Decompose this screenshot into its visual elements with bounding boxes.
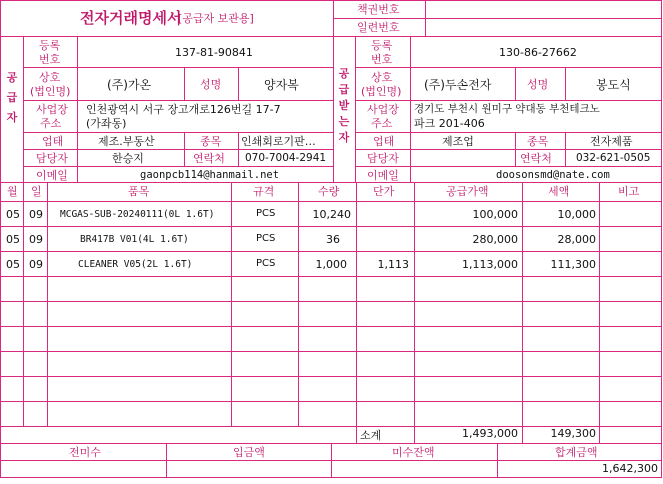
table-row-cell-day: 09	[29, 258, 43, 271]
supplier-side-label: 공급자	[6, 71, 18, 124]
table-row-cell-qty: 10,240	[312, 208, 351, 221]
book-no-label: 책권번호	[357, 3, 400, 16]
col-item: 품목	[128, 185, 150, 198]
receiver-biz-type: 제조업	[442, 135, 474, 148]
receiver-email: doosonsmd@nate.com	[496, 169, 610, 181]
supplier-addr-label-2: 주소	[40, 117, 62, 130]
deposit-label: 입금액	[233, 446, 265, 459]
supplier-rep-label: 성명	[200, 78, 222, 91]
receiver-name: (주)두손전자	[424, 78, 492, 92]
col-qty: 수량	[318, 185, 340, 198]
receiver-reg-no: 130-86-27662	[499, 46, 577, 59]
unpaid-label: 미수잔액	[392, 446, 435, 459]
receiver-reg-label-2: 번호	[371, 53, 393, 66]
table-row-cell-amount: 100,000	[472, 208, 518, 221]
receiver-addr-2: 파크 201-406	[414, 117, 485, 130]
total-label: 합계금액	[555, 446, 598, 459]
receiver-contact: 032-621-0505	[576, 152, 651, 164]
supplier-reg-no: 137-81-90841	[175, 46, 253, 59]
col-spec: 규격	[253, 185, 275, 198]
table-row-cell-day: 09	[29, 208, 43, 221]
table-row-cell-amount: 280,000	[472, 233, 518, 246]
supplier-biztype-label: 업태	[42, 135, 64, 148]
supplier-manager-label: 담당자	[36, 152, 68, 165]
subtotal-tax: 149,300	[550, 427, 596, 440]
table-row-cell-spec: PCS	[256, 233, 276, 244]
receiver-addr-label-1: 사업장	[367, 103, 399, 116]
table-row-cell-item: CLEANER V05(2L 1.6T)	[78, 259, 193, 270]
col-tax: 세액	[548, 185, 570, 198]
receiver-rep-label: 성명	[527, 78, 549, 91]
subtotal-label: 소계	[360, 429, 382, 442]
col-amount: 공급가액	[446, 185, 489, 198]
table-row-cell-month: 05	[6, 233, 20, 246]
supplier-contact: 070-7004-2941	[245, 152, 327, 164]
table-row-cell-day: 09	[29, 233, 43, 246]
receiver-bizitem-label: 종목	[527, 135, 549, 148]
supplier-biz-type: 제조.부동산	[98, 135, 155, 148]
receiver-name-label-2: (법인명)	[361, 85, 402, 98]
receiver-side-label: 공급받는자	[338, 67, 350, 144]
supplier-reg-label-2: 번호	[39, 53, 61, 66]
total-value: 1,642,300	[602, 462, 658, 475]
supplier-biz-item: 인쇄회로기판…	[241, 135, 316, 148]
serial-no-label: 일련번호	[357, 21, 400, 34]
table-row-cell-price: 1,113	[377, 258, 409, 271]
col-note: 비고	[618, 185, 640, 198]
supplier-name-label-1: 상호	[39, 71, 61, 84]
table-row-cell-qty: 36	[326, 233, 340, 246]
table-row-cell-tax: 28,000	[557, 233, 596, 246]
supplier-addr-label-1: 사업장	[36, 103, 68, 116]
receiver-addr-label-2: 주소	[371, 117, 393, 130]
supplier-email-label: 이메일	[36, 169, 68, 182]
supplier-email: gaonpcb114@hanmail.net	[140, 169, 280, 181]
col-month: 월	[7, 185, 18, 198]
supplier-contact-label: 연락처	[193, 152, 225, 165]
supplier-reg-label-1: 등록	[39, 39, 61, 52]
supplier-name: (주)가온	[107, 78, 152, 92]
supplier-addr-2: (가좌동)	[86, 117, 127, 130]
supplier-rep: 양자복	[264, 78, 299, 92]
supplier-name-label-2: (법인명)	[30, 85, 71, 98]
table-row-cell-month: 05	[6, 258, 20, 271]
receiver-contact-label: 연락처	[520, 152, 552, 165]
receiver-biz-item: 전자제품	[590, 135, 633, 148]
table-row-cell-tax: 10,000	[557, 208, 596, 221]
receiver-email-label: 이메일	[367, 169, 399, 182]
document-subtitle: [공급자 보관용]	[178, 12, 254, 25]
col-day: 일	[31, 185, 42, 198]
table-row-cell-tax: 111,300	[550, 258, 596, 271]
receiver-rep: 봉도식	[596, 78, 631, 92]
table-row-cell-qty: 1,000	[315, 258, 347, 271]
table-row-cell-amount: 1,113,000	[462, 258, 518, 271]
receiver-manager-label: 담당자	[367, 152, 399, 165]
supplier-addr-1: 인천광역시 서구 장고개로126번길 17-7	[86, 103, 281, 116]
supplier-manager: 한승지	[112, 152, 144, 165]
table-row-cell-spec: PCS	[256, 208, 276, 219]
table-row-cell-item: MCGAS-SUB-20240111(0L 1.6T)	[60, 209, 215, 220]
prev-balance-label: 전미수	[69, 446, 101, 459]
subtotal-amount: 1,493,000	[462, 427, 518, 440]
receiver-reg-label-1: 등록	[371, 39, 393, 52]
col-price: 단가	[373, 185, 395, 198]
receiver-name-label-1: 상호	[371, 71, 393, 84]
receiver-addr-1: 경기도 부천시 원미구 약대동 부천테크노	[414, 103, 600, 115]
table-row-cell-spec: PCS	[256, 258, 276, 269]
supplier-bizitem-label: 종목	[200, 135, 222, 148]
document-title: 전자거래명세서	[80, 9, 182, 27]
table-row-cell-month: 05	[6, 208, 20, 221]
receiver-biztype-label: 업태	[373, 135, 395, 148]
table-row-cell-item: BR417B V01(4L 1.6T)	[80, 234, 189, 245]
